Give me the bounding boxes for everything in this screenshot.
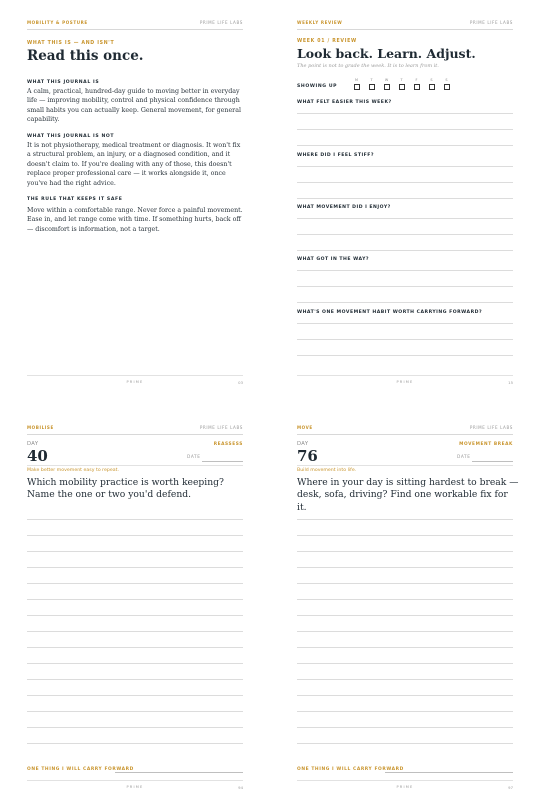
section-label: MOBILITY & POSTURE [27, 20, 88, 25]
page-footer [27, 780, 243, 791]
checkbox[interactable] [369, 84, 375, 90]
paragraph-is: A calm, practical, hundred-day guide to moving better in everyday life — improving mobility, control and physical confidence through small habits you can actually keep. General movement, for general capability. [27, 88, 241, 124]
day-checkbox[interactable]: T [398, 78, 405, 90]
answer-lines-enjoy[interactable] [297, 218, 513, 251]
footer-mark: PRIME [126, 380, 144, 384]
heading-is: WHAT THIS JOURNAL IS [27, 80, 100, 85]
section-label: MOBILISE [27, 425, 54, 430]
page-header [297, 425, 513, 435]
checkbox[interactable] [429, 84, 435, 90]
day-label: DAY [27, 441, 39, 447]
showing-up-label: SHOWING UP [297, 84, 338, 89]
footer-mark: PRIME [396, 380, 414, 384]
question-habit: WHAT'S ONE MOVEMENT HABIT WORTH CARRYING FORWARD? [297, 310, 483, 315]
heading-is-not: WHAT THIS JOURNAL IS NOT [27, 134, 115, 139]
brand-label: PRIME LIFE LABS [469, 20, 513, 25]
day-checkbox[interactable]: F [413, 78, 420, 90]
page-header [27, 425, 243, 435]
kicker: WEEK 01 / REVIEW [297, 38, 357, 44]
checkbox[interactable] [354, 84, 360, 90]
day-tag: MOVEMENT BREAK [459, 442, 513, 447]
writing-lines[interactable] [27, 519, 243, 744]
day-checkbox[interactable]: W [383, 78, 390, 90]
day-checkbox[interactable]: T [368, 78, 375, 90]
checkbox[interactable] [414, 84, 420, 90]
prompt: Where in your day is sitting hardest to break — desk, sofa, driving? Find one workable fix for it. [297, 477, 519, 513]
page-day-40 [0, 405, 270, 810]
brand-label: PRIME LIFE LABS [469, 425, 513, 430]
checkbox[interactable] [444, 84, 450, 90]
divider [297, 465, 513, 466]
carry-forward-input[interactable] [115, 772, 243, 773]
page-guide [0, 0, 270, 405]
carry-forward-input[interactable] [385, 772, 513, 773]
day-number: 76 [297, 447, 318, 465]
paragraph-is-not: It is not physiotherapy, medical treatment or diagnosis. It won't fix a structural problem, an injury, or a diagnosed condition, and it doesn't claim to. If you're dealing with any of those, this doesn't replace proper professional care — it works alongside it, once you've had the right advice. [27, 142, 241, 187]
divider [27, 465, 243, 466]
footer-mark: PRIME [126, 785, 144, 789]
date-label: DATE [457, 455, 471, 460]
question-obstacle: WHAT GOT IN THE WAY? [297, 257, 370, 262]
section-label: MOVE [297, 425, 313, 430]
date-label: DATE [187, 455, 201, 460]
page-header [297, 20, 513, 30]
footer-mark: PRIME [396, 785, 414, 789]
heading-rule: THE RULE THAT KEEPS IT SAFE [27, 197, 123, 202]
writing-lines[interactable] [297, 519, 513, 744]
carry-forward-label: ONE THING I WILL CARRY FORWARD [297, 767, 404, 772]
question-stiff: WHERE DID I FEEL STIFF? [297, 153, 375, 158]
kicker: WHAT THIS IS — AND ISN'T [27, 40, 115, 46]
section-label: WEEKLY REVIEW [297, 20, 343, 25]
theme-line: Make better movement easy to repeat. [27, 468, 119, 473]
page-footer [297, 375, 513, 386]
brand-label: PRIME LIFE LABS [199, 20, 243, 25]
theme-line: Build movement into life. [297, 468, 357, 473]
answer-lines-obstacle[interactable] [297, 270, 513, 303]
day-checkbox[interactable]: S [428, 78, 435, 90]
page-number: 03 [238, 380, 243, 385]
brand-label: PRIME LIFE LABS [199, 425, 243, 430]
page-number: 94 [238, 785, 243, 790]
date-input[interactable] [472, 461, 513, 462]
carry-forward-label: ONE THING I WILL CARRY FORWARD [27, 767, 134, 772]
checkbox[interactable] [399, 84, 405, 90]
page-title: Read this once. [27, 48, 144, 64]
subtitle: The point is not to grade the week. It is to learn from it. [297, 63, 439, 69]
date-input[interactable] [202, 461, 243, 462]
page-number: 97 [508, 785, 513, 790]
day-number: 40 [27, 447, 48, 465]
page-number: 15 [508, 380, 513, 385]
page-day-76 [270, 405, 540, 810]
answer-lines-stiff[interactable] [297, 166, 513, 199]
paragraph-rule: Move within a comfortable range. Never force a painful movement. Ease in, and let range come with time. If something hurts, back off — discomfort is information, not a target. [27, 207, 243, 233]
page-footer [297, 780, 513, 791]
day-checkbox[interactable]: M [353, 78, 360, 90]
checkbox[interactable] [384, 84, 390, 90]
question-easier: WHAT FELT EASIER THIS WEEK? [297, 100, 392, 105]
page-footer [27, 375, 243, 386]
page-title: Look back. Learn. Adjust. [297, 46, 476, 61]
question-enjoy: WHAT MOVEMENT DID I ENJOY? [297, 205, 391, 210]
answer-lines-easier[interactable] [297, 113, 513, 146]
prompt: Which mobility practice is worth keeping? Name the one or two you'd defend. [27, 477, 224, 501]
day-label: DAY [297, 441, 309, 447]
page-weekly-review [270, 0, 540, 405]
page-header [27, 20, 243, 30]
day-checkbox[interactable]: S [443, 78, 450, 90]
day-tag: REASSESS [213, 442, 243, 447]
answer-lines-habit[interactable] [297, 323, 513, 356]
